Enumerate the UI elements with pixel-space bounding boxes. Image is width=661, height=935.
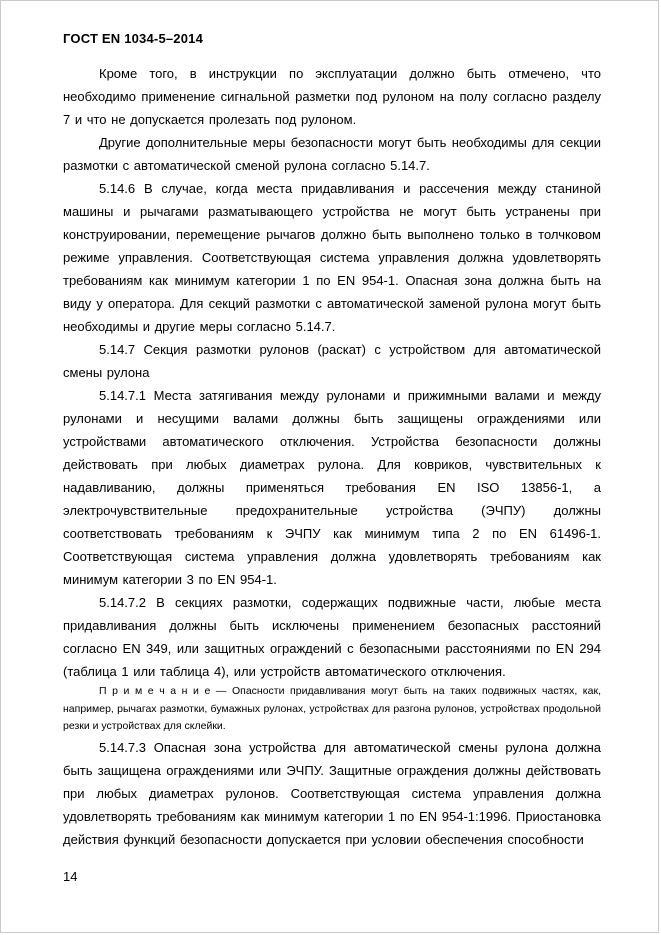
clause-5-14-7-3: 5.14.7.3 Опасная зона устройства для автоматической смены рулона должна быть защищена ограждениями или ЭЧПУ. Защитные ограждения должны действовать при любых диаметрах рулонов. Соответствующая система управления должна удовлетворять требованиям как минимум категории 1 по EN 954-1:1996. Приостановка действия функций безопасности допускается при условии обеспечения способности xyxy=(63,739,601,847)
paragraph-additional-safety-measures: Другие дополнительные меры безопасности могут быть необходимы для секции размотки с автоматической сменой рулона согласно 5.14.7. xyxy=(63,135,601,173)
note-paragraph: П р и м е ч а н и е — Опасности придавливания могут быть на таких подвижных частях, как, например, рычагах размотки, бумажных рулонах, устройствах для разгона рулонов, устройствах продольной резки и устройствах для склейки. xyxy=(63,685,601,732)
page-number: 14 xyxy=(63,869,78,884)
clause-5-14-7-2: 5.14.7.2 В секциях размотки, содержащих подвижные части, любые места придавливания должны быть исключены применением безопасных расстояний согласно EN 349, или защитных ограждений с безопасными расстояниями по EN 294 (таблица 1 или таблица 4), или устройств автоматического отключения. xyxy=(63,595,601,679)
heading-5-14-7: 5.14.7 Секция размотки рулонов (раскат) с устройством для автоматической смены рулона xyxy=(63,342,601,380)
document-content xyxy=(63,31,601,851)
standard-number-header: ГОСТ EN 1034-5–2014 xyxy=(63,31,204,46)
clause-5-14-7-1: 5.14.7.1 Места затягивания между рулонами и прижимными валами и между рулонами и несущими валами должны быть защищены ограждениями или устройствами автоматического отключения. Устройства безопасности должны действовать при любых диаметрах рулона. Для ковриков, чувствительных к надавливанию, должны применяться требования EN ISO 13856-1, а электрочувствительные предохранительные устройства (ЭЧПУ) должны соответствовать требованиям к ЭЧПУ как минимум типа 2 по EN 61496-1. Соответствующая система управления должна удовлетворять требованиям как минимум категории 3 по EN 954-1. xyxy=(63,388,601,587)
clause-5-14-6: 5.14.6 В случае, когда места придавливания и рассечения между станиной машины и рычагами разматывающего устройства не могут быть устранены при конструировании, перемещение рычагов должно быть выполнено только в толчковом режиме управления. Соответствующая система управления должна удовлетворять требованиям как минимум категории 1 по EN 954-1. Опасная зона должна быть на виду у оператора. Для секций размотки с автоматической заменой рулона могут быть необходимы и другие меры согласно 5.14.7. xyxy=(63,181,601,334)
paragraph-operating-instructions: Кроме того, в инструкции по эксплуатации должно быть отмечено, что необходимо применение сигнальной разметки под рулоном на полу согласно разделу 7 и что не допускается пролезать под рулоном. xyxy=(63,66,601,127)
